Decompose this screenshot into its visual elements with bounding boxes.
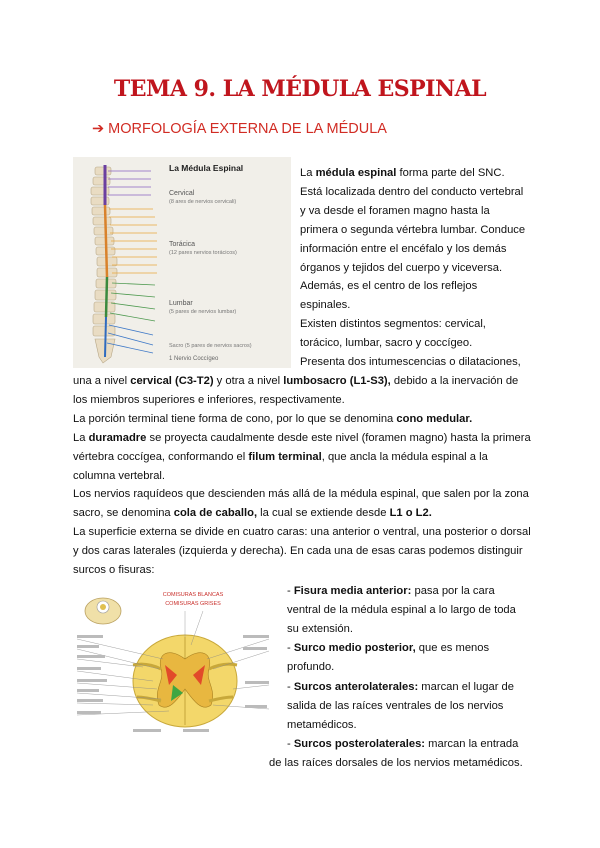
text-run: y otra a nivel	[213, 375, 284, 387]
text-run: La porción terminal tiene forma de cono, por lo que se denomina	[73, 412, 397, 425]
text-run: -	[287, 642, 294, 655]
bold-term: cervical (C3-T2)	[130, 375, 214, 387]
label-comisuras-blancas: COMISURAS BLANCAS	[162, 592, 224, 598]
body-line	[73, 542, 523, 561]
list-line	[287, 601, 516, 620]
text-run: órganos y tejidos del cuerpo y viceversa.	[300, 261, 503, 274]
bold-term: cono medular.	[396, 412, 473, 425]
cross-section-figure	[73, 589, 273, 744]
figure1-heading: La Médula Espinal	[169, 163, 244, 173]
list-line	[287, 716, 357, 735]
text-run: ventral de la médula espinal a lo largo de toda	[287, 604, 516, 617]
text-run: que es menos	[415, 642, 490, 655]
text-run: marcan el lugar de	[418, 680, 514, 693]
bold-term: duramadre	[88, 431, 147, 444]
intro-line	[300, 353, 521, 372]
text-run: se proyecta caudalmente desde este nivel (foramen magno) hasta la primera	[146, 431, 531, 444]
list-line	[287, 697, 503, 716]
text-run: Presenta dos intumescencias o dilataciones,	[300, 356, 521, 368]
list-line	[287, 639, 489, 658]
text-run: y va desde el foramen magno hasta la	[300, 204, 490, 217]
text-run: Además, es el centro de los reflejos	[300, 280, 478, 293]
text-run: torácico, lumbar, sacro y coccígeo.	[300, 337, 473, 350]
intro-line	[300, 277, 477, 296]
figure1-lumbar: Lumbar	[169, 300, 193, 307]
label-comisuras-grises: COMISURAS GRISES	[165, 601, 221, 607]
body-line	[73, 467, 165, 486]
text-run: -	[287, 737, 294, 750]
list-line	[287, 658, 334, 677]
bold-term: Surco medio posterior,	[293, 642, 416, 655]
vertebra-icon	[85, 598, 121, 624]
figure1-cervical-sub: (8 ares de nervios cervicali)	[169, 199, 237, 205]
text-run: información entre el encéfalo y los demás	[300, 242, 507, 255]
text-run: forma parte del SNC.	[396, 167, 505, 179]
bold-term: médula espinal	[315, 167, 397, 179]
text-run: vértebra coccígea, conformando el	[73, 450, 249, 463]
body-line	[73, 504, 432, 523]
text-run: una a nivel	[73, 375, 131, 387]
intro-line	[300, 296, 350, 315]
body-line	[73, 561, 154, 580]
page-title: TEMA 9. LA MÉDULA ESPINAL	[113, 76, 487, 102]
text-run: La superficie externa se divide en cuatro caras: una anterior o ventral, una posterior o dorsal	[73, 526, 531, 539]
figure1-sacro: Sacro (5 pares de nervios sacros)	[169, 343, 252, 349]
bold-term: Surcos posterolaterales:	[293, 737, 426, 750]
text-run: de las raíces dorsales de los nervios metamédicos.	[269, 756, 523, 769]
text-run: columna vertebral.	[73, 469, 166, 482]
text-run: Existen distintos segmentos: cervical,	[300, 318, 486, 331]
list-line	[269, 754, 523, 773]
text-run: la cual se extiende desde	[257, 507, 390, 520]
bold-term: L1 o L2.	[389, 507, 432, 520]
text-run: y dos caras laterales (izquierda y derecha). En cada una de esas caras podemos distinguir	[73, 545, 523, 558]
text-run: -	[287, 585, 294, 597]
text-run: salida de las raíces ventrales de los nervios	[287, 699, 504, 712]
text-run: espinales.	[300, 299, 351, 312]
bold-term: Surcos anterolaterales:	[293, 680, 419, 693]
intro-line	[300, 183, 523, 202]
list-line	[287, 620, 353, 639]
bold-term: Fisura media anterior:	[293, 585, 412, 597]
body-line	[73, 410, 472, 429]
intro-line	[300, 334, 472, 353]
figure1-cervical: Cervical	[169, 190, 195, 197]
text-run: primera o segunda vértebra lumbar. Conduce	[300, 223, 526, 236]
text-run: La	[73, 431, 89, 444]
text-run: -	[287, 680, 294, 693]
text-run: debido a la inervación de	[390, 375, 519, 387]
intro-line	[300, 315, 486, 334]
body-line	[73, 448, 488, 467]
text-run: , que ancla la médula espinal a la	[321, 450, 488, 463]
figure1-toracica-sub: (12 pares nervios torácicos)	[169, 250, 237, 256]
figure1-lumbar-sub: (5 pares de nervios lumbar)	[169, 309, 237, 315]
intro-line	[300, 259, 502, 278]
list-line	[287, 735, 518, 754]
body-line	[73, 523, 531, 542]
intro-line	[300, 202, 490, 221]
figure1-coccigeo: 1 Nervio Coccígeo	[169, 356, 219, 362]
figure1-toracica: Torácica	[169, 241, 196, 248]
text-run: los miembros superiores e inferiores, respectivamente.	[73, 393, 345, 406]
intro-line	[300, 164, 505, 183]
text-run: La	[300, 167, 316, 179]
text-run: Los nervios raquídeos que descienden más allá de la médula espinal, que salen por la zona	[73, 488, 529, 501]
text-run: sacro, se denomina	[73, 507, 174, 520]
body-line	[73, 429, 531, 448]
list-line	[287, 582, 495, 601]
text-run: pasa por la cara	[411, 585, 495, 597]
bold-term: lumbosacro (L1-S3),	[283, 375, 391, 387]
list-line	[287, 678, 514, 697]
section-subtitle: ➔ MORFOLOGÍA EXTERNA DE LA MÉDULA	[92, 121, 387, 137]
body-line	[73, 391, 345, 410]
text-run: marcan la entrada	[425, 737, 519, 750]
intro-line	[300, 240, 506, 259]
spinal-cord-figure	[73, 157, 291, 368]
text-run: Está localizada dentro del conducto vertebral	[300, 185, 524, 198]
text-run: su extensión.	[287, 623, 353, 636]
intro-line	[300, 221, 525, 240]
body-line	[73, 485, 529, 504]
bold-term: cola de caballo,	[173, 507, 258, 520]
bold-term: filum terminal	[248, 450, 322, 463]
body-line	[73, 372, 518, 391]
text-run: metamédicos.	[287, 718, 357, 731]
text-run: surcos o fisuras:	[73, 564, 155, 576]
text-run: profundo.	[287, 661, 335, 674]
